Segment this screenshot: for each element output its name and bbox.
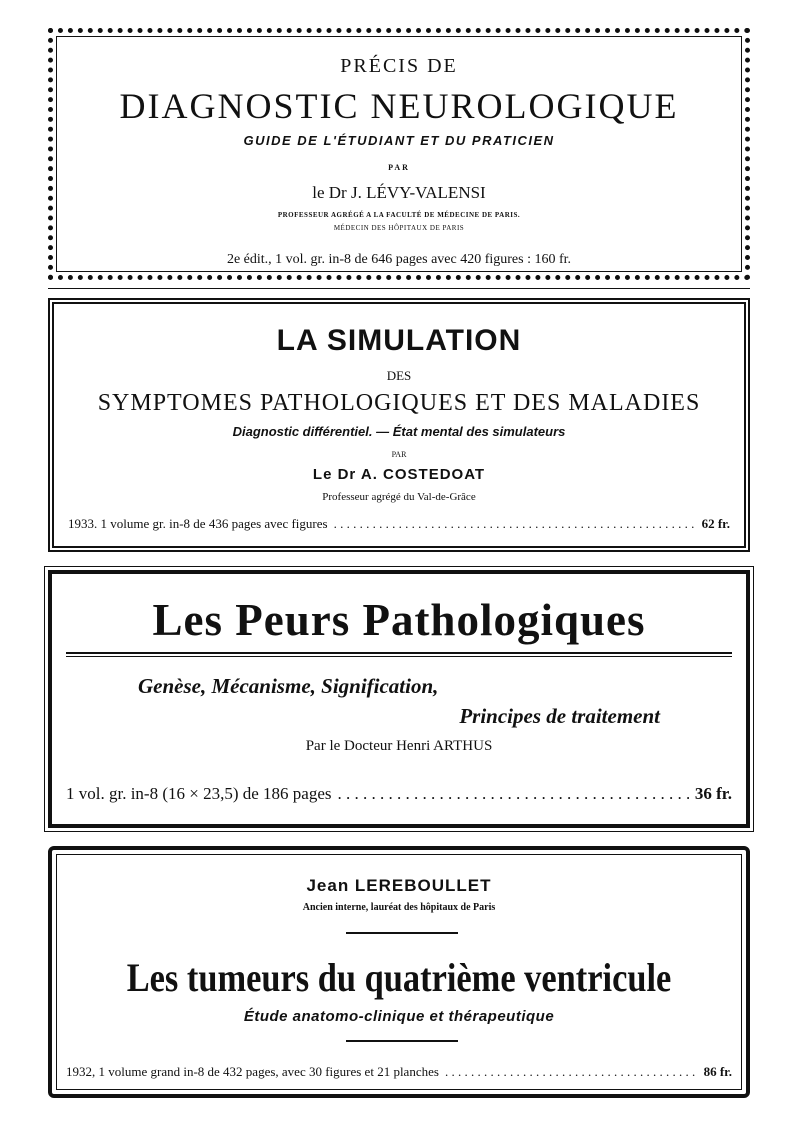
ad4-role: Ancien interne, lauréat des hôpitaux de Paris	[302, 902, 496, 913]
ad4-price-line	[66, 1064, 732, 1080]
ad2-title: LA SIMULATION	[276, 324, 522, 357]
ad1-edition: 2e édit., 1 vol. gr. in-8 de 646 pages avec 420 figures : 160 fr.	[226, 252, 572, 267]
ad4-title: Les tumeurs du quatrième ventricule	[126, 955, 672, 1000]
ad1-role1: PROFESSEUR AGRÉGÉ A LA FACULTÉ DE MÉDECINE DE PARIS.	[277, 211, 521, 219]
ad1-subtitle: GUIDE DE L'ÉTUDIANT ET DU PRATICIEN	[243, 133, 555, 148]
ad1-author: le Dr J. LÉVY-VALENSI	[312, 183, 486, 202]
ad1-role2: MÉDECIN DES HÔPITAUX DE PARIS	[333, 224, 465, 232]
dot-leader	[338, 784, 689, 804]
ad2-role: Professeur agrégé du Val-de-Grâce	[322, 491, 476, 503]
ad3-price: 36 fr.	[694, 784, 732, 803]
ad3-title-rule	[66, 652, 732, 657]
advert-tumeurs-ventricule	[48, 846, 750, 1098]
ad2-author: Le Dr A. COSTEDOAT	[312, 466, 486, 483]
ad3-subtitle1: Genèse, Mécanisme, Signification,	[138, 674, 439, 698]
ad4-volume: 1932, 1 volume grand in-8 de 432 pages, avec 30 figures et 21 planches	[66, 1064, 439, 1079]
ad3-author: Par le Docteur Henri ARTHUS	[305, 738, 493, 754]
ad1-title: DIAGNOSTIC NEUROLOGIQUE	[119, 86, 679, 126]
ad2-title2: SYMPTOMES PATHOLOGIQUES ET DES MALADIES	[97, 390, 701, 416]
ad2-des: DES	[386, 368, 412, 383]
advert-simulation	[48, 298, 750, 552]
ad3-volume: 1 vol. gr. in-8 (16 × 23,5) de 186 pages	[66, 784, 332, 803]
ad4-subtitle: Étude anatomo-clinique et thérapeutique	[243, 1008, 555, 1025]
ad4-rule-top	[346, 932, 458, 934]
advert-precis-diagnostic	[48, 28, 750, 280]
ad2-price-line	[68, 516, 730, 532]
ad4-author: Jean LEREBOULLET	[306, 876, 492, 895]
ad2-price: 62 fr.	[701, 516, 730, 531]
ad3-subtitle2: Principes de traitement	[459, 704, 660, 728]
dot-leader	[334, 516, 696, 532]
ad4-rule-bottom	[346, 1040, 458, 1042]
ad1-par: PAR	[388, 163, 410, 172]
ad2-subtitle: Diagnostic différentiel. — État mental des simulateurs	[232, 424, 566, 439]
separator-rule	[48, 288, 750, 289]
ad2-volume: 1933. 1 volume gr. in-8 de 436 pages avec figures	[68, 516, 328, 531]
ad3-title: Les Peurs Pathologiques	[152, 595, 646, 645]
advert-peurs-pathologiques	[48, 570, 750, 828]
ad2-par: PAR	[391, 450, 407, 459]
ad1-line1: PRÉCIS DE	[340, 55, 458, 77]
dot-leader	[445, 1064, 698, 1080]
ad3-price-line	[66, 784, 732, 804]
ad4-price: 86 fr.	[703, 1064, 732, 1079]
